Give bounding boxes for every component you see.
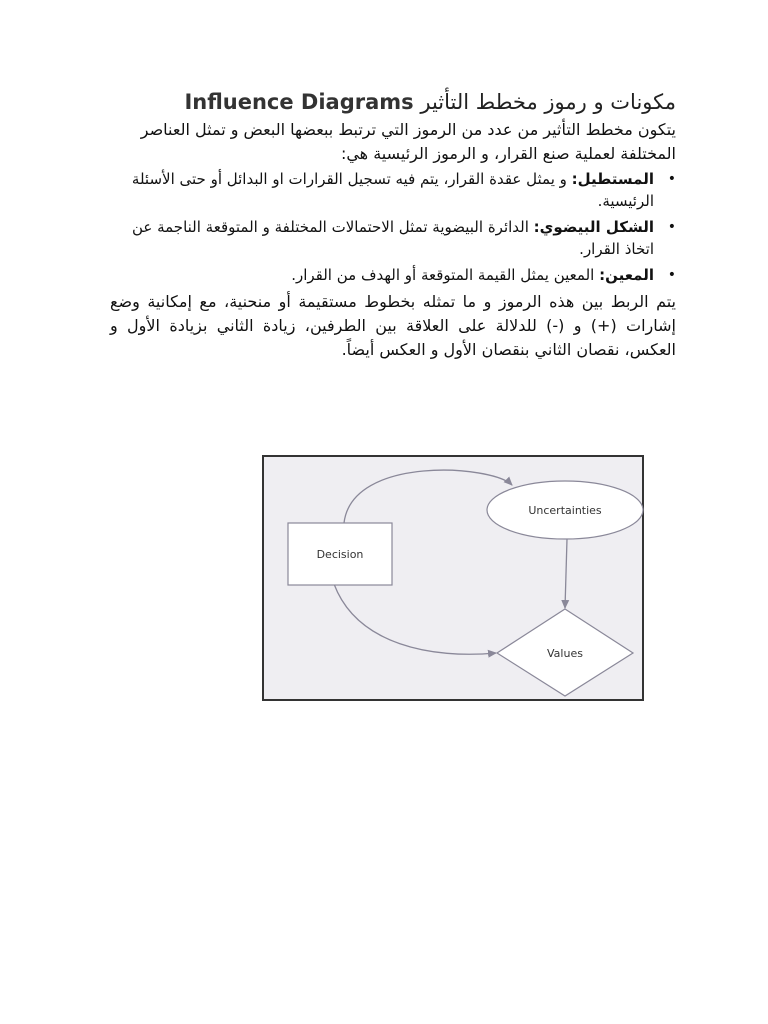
symbol-list — [110, 168, 676, 286]
page-title — [110, 86, 676, 118]
influence-diagram-figure — [262, 455, 644, 701]
list-item-term: المستطيل: — [571, 170, 654, 188]
uncertainties-label: Uncertainties — [528, 504, 602, 517]
title-arabic: مكونات و رموز مخطط التأثير — [420, 90, 676, 114]
influence-diagram-svg — [262, 455, 644, 701]
list-item-text: و يمثل عقدة القرار، يتم فيه تسجيل القرارات او البدائل أو حتى الأسئلة الرئيسية. — [131, 170, 654, 210]
intro-paragraph: يتكون مخطط التأثير من عدد من الرموز التي ترتبط ببعضها البعض و تمثل العناصر المختلفة لعملية صنع القرار، و الرموز الرئيسية هي: — [140, 120, 676, 163]
list-item-diamond — [110, 264, 654, 286]
list-item-term: المعين: — [599, 266, 654, 284]
title-english: Influence Diagrams — [184, 90, 414, 114]
values-label: Values — [547, 647, 583, 660]
list-item-text: المعين يمثل القيمة المتوقعة أو الهدف من القرار. — [291, 266, 600, 284]
list-item-text: الدائرة البيضوية تمثل الاحتمالات المختلفة و المتوقعة الناجمة عن اتخاذ القرار. — [131, 218, 654, 258]
list-item-rectangle — [110, 168, 654, 212]
list-item-ellipse — [110, 216, 654, 260]
decision-label: Decision — [316, 548, 364, 561]
text-block — [110, 86, 676, 362]
closing-paragraph: يتم الربط بين هذه الرموز و ما تمثله بخطوط مستقيمة أو منحنية، مع إمكانية وضع إشارات (+) و (-) للدلالة على العلاقة بين الطرفين، زيادة الثاني بزيادة الأول و العكس، نقصان الثاني بنقصان الأول و العكس أيضاً. — [110, 292, 676, 359]
list-item-term: الشكل البيضوي: — [533, 218, 654, 236]
